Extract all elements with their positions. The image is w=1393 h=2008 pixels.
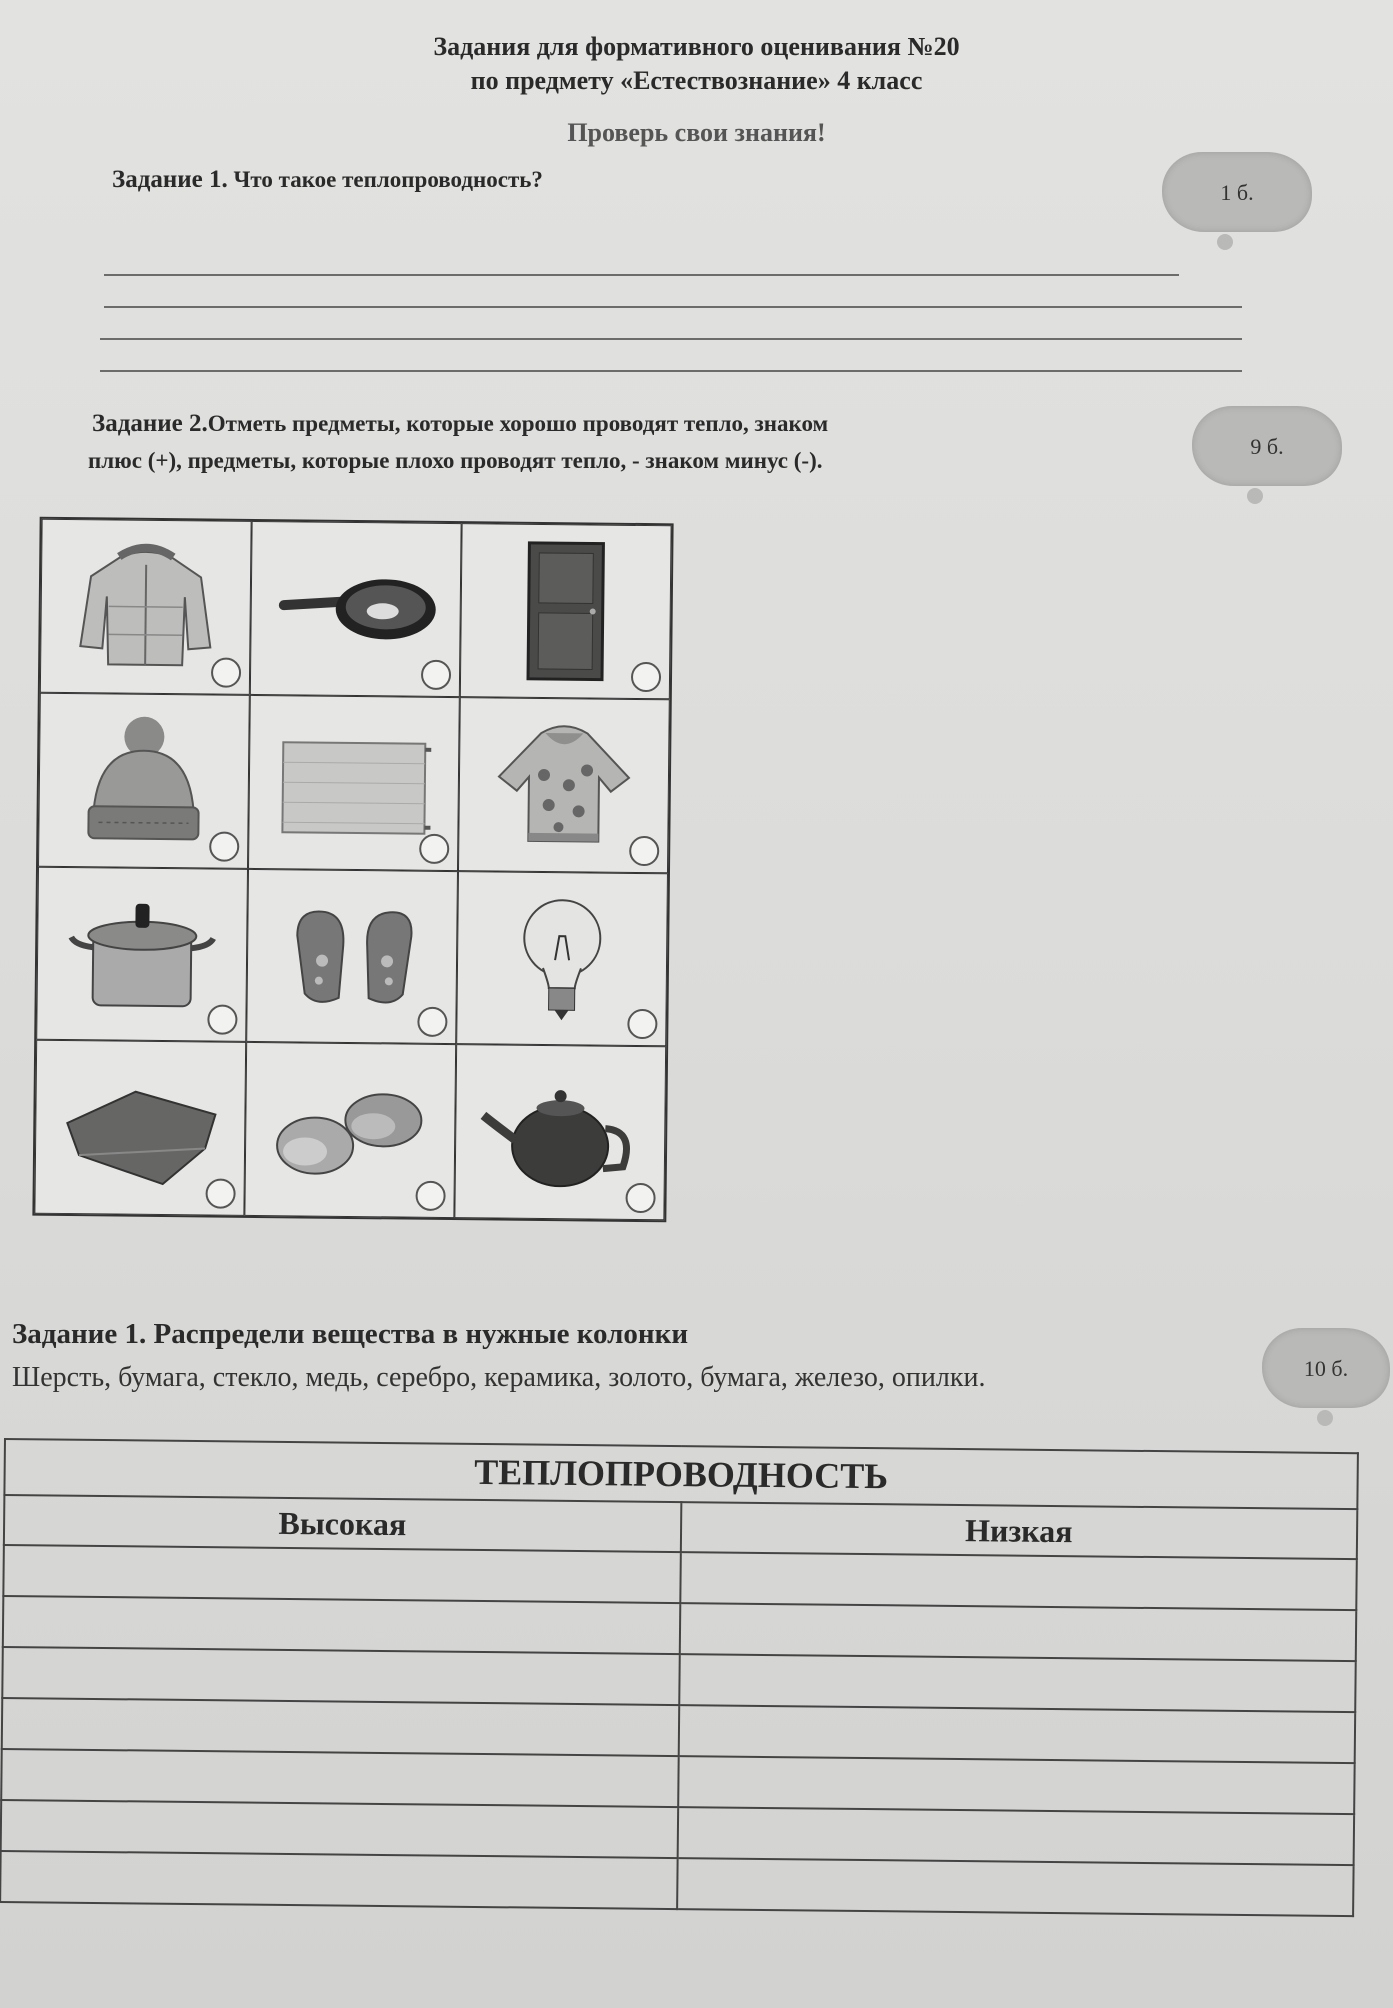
radiator-icon [268,712,439,854]
item-cell-door [460,523,672,699]
answer-line-4[interactable] [100,370,1242,372]
cell-low[interactable] [677,1807,1354,1865]
frying-pan-icon [270,538,441,680]
answer-circle[interactable] [415,1181,445,1211]
cell-low[interactable] [677,1858,1354,1916]
cell-low[interactable] [679,1654,1356,1712]
task1-points: 1 б. [1220,180,1254,205]
item-cell-cooking-pot [36,866,248,1042]
task2-points-badge [1192,406,1342,486]
slippers-icon [265,1059,436,1201]
column-high-header: Высокая [4,1495,681,1552]
answer-circle[interactable] [627,1009,657,1039]
answer-circle[interactable] [209,831,239,861]
item-cell-slippers [244,1042,456,1218]
task2-heading [92,410,828,438]
answer-circle[interactable] [205,1178,235,1208]
item-cell-frying-pan [250,521,462,697]
answer-circle[interactable] [211,657,241,687]
worksheet-title: Задания для формативного оценивания №20 [433,32,960,61]
cell-high[interactable] [1,1800,678,1858]
answer-circle[interactable] [631,662,661,692]
task3-label: Задание 1. [12,1318,147,1350]
task3-points-badge [1262,1328,1390,1408]
item-cell-mittens [246,868,458,1044]
task2-text-line2: плюс (+), предметы, которые плохо проводят тепло, - знаком минус (-). [88,448,823,473]
cell-low[interactable] [679,1603,1356,1661]
jacket-icon [60,536,231,678]
answer-circle[interactable] [207,1005,237,1035]
answer-circle[interactable] [421,659,451,689]
blanket-icon [55,1057,226,1199]
item-cell-knit-hat [38,692,250,868]
door-icon [480,540,651,682]
item-cell-teapot [454,1044,666,1220]
answer-circle[interactable] [625,1183,655,1213]
worksheet-subtitle: по предмету «Естествознание» 4 класс [470,66,923,95]
task1-label: Задание 1. [112,166,228,193]
cell-high[interactable] [0,1851,677,1909]
worksheet-motto: Проверь свои знания! [567,118,826,147]
task3-points: 10 б. [1303,1356,1349,1381]
item-cell-light-bulb [456,871,668,1047]
knit-hat-icon [58,710,229,852]
task2-label: Задание 2. [92,410,208,437]
item-cell-blanket [34,1040,246,1216]
answer-line-3[interactable] [100,338,1242,340]
task3-word-list: Шерсть, бумага, стекло, медь, серебро, керамика, золото, бумага, железо, опилки. [12,1362,986,1393]
answer-line-1[interactable] [104,274,1179,276]
task3-title: Распредели вещества в нужные колонки [153,1318,689,1350]
cell-high[interactable] [1,1749,678,1807]
answer-circle[interactable] [419,833,449,863]
light-bulb-icon [476,888,647,1030]
cell-low[interactable] [678,1705,1355,1763]
cell-high[interactable] [2,1698,679,1756]
task2-points: 9 б. [1250,434,1284,459]
task2-text-line1: Отметь предметы, которые хорошо проводят тепло, знаком [207,411,829,436]
item-cell-jacket [40,519,252,695]
task1-points-badge [1162,152,1312,232]
answer-line-2[interactable] [104,306,1242,308]
task3-heading [12,1318,688,1351]
answer-circle[interactable] [417,1007,447,1037]
item-cell-sweater [458,697,670,873]
sweater-icon [478,714,649,856]
mittens-icon [266,885,437,1027]
cell-high[interactable] [3,1545,680,1603]
column-low-header: Низкая [680,1502,1357,1559]
conductivity-table [0,1438,1359,1917]
task1-question: Что такое теплопроводность? [233,167,543,192]
teapot-icon [475,1061,646,1203]
item-cell-radiator [248,695,460,871]
items-grid [32,517,673,1223]
table-header: ТЕПЛОПРОВОДНОСТЬ [4,1439,1358,1509]
cooking-pot-icon [56,883,227,1025]
cell-low[interactable] [680,1552,1357,1610]
cell-low[interactable] [678,1756,1355,1814]
task1-heading [112,166,543,194]
answer-circle[interactable] [629,835,659,865]
cell-high[interactable] [2,1647,679,1705]
cell-high[interactable] [3,1596,680,1654]
